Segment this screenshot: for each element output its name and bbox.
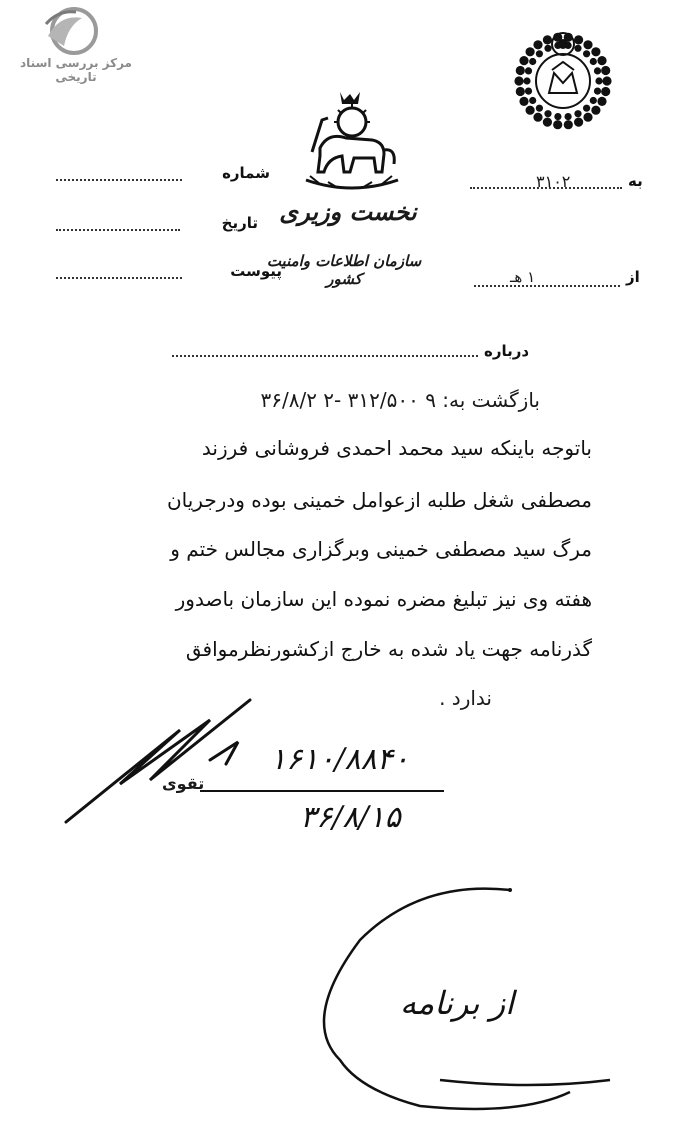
body-line-2: مصطفی شغل طلبه ازعوامل خمینی بوده ودرجریان bbox=[166, 488, 592, 512]
letterhead-organization: سازمان اطلاعات وامنیت کشور bbox=[266, 252, 422, 288]
handwritten-number: ۱۶۱۰/۸۸۴۰ bbox=[270, 742, 410, 777]
seal-bead bbox=[583, 105, 590, 112]
from-label: از bbox=[626, 268, 640, 286]
seal-bead bbox=[594, 67, 601, 74]
seal-bead bbox=[516, 87, 525, 96]
lion-and-sun-emblem-icon bbox=[298, 92, 404, 196]
body-line-6: ندارد . bbox=[439, 686, 492, 710]
seal-bead bbox=[554, 42, 561, 49]
seal-bead bbox=[574, 118, 583, 127]
signature-scribble bbox=[60, 690, 260, 830]
bottom-handwritten-note: از برنامه bbox=[400, 984, 515, 1022]
seal-bead bbox=[553, 120, 562, 129]
to-label: به bbox=[628, 172, 643, 190]
seal-bead bbox=[533, 113, 542, 122]
seal-bead bbox=[597, 56, 606, 65]
seal-bead bbox=[544, 110, 551, 117]
number-label: شماره bbox=[222, 164, 270, 182]
seal-bead bbox=[574, 45, 581, 52]
from-line bbox=[474, 284, 620, 287]
signature-scribble-icon bbox=[60, 690, 260, 830]
seal-bead bbox=[526, 106, 535, 115]
seal-bead bbox=[526, 47, 535, 56]
seal-bead bbox=[519, 56, 528, 65]
from-value: ۱ هـ bbox=[510, 268, 536, 286]
seal-bead bbox=[529, 58, 536, 65]
seal-bead bbox=[525, 67, 532, 74]
to-value: ۳۱۰۲ bbox=[536, 172, 571, 191]
watermark-logo bbox=[38, 6, 100, 56]
seal-bead bbox=[514, 76, 523, 85]
seal-bead bbox=[519, 97, 528, 106]
seal-bead bbox=[601, 87, 610, 96]
signature-name: تقوی bbox=[162, 774, 205, 793]
seal-bead bbox=[554, 113, 561, 120]
reference-line: بازگشت به: ۹ ۳۱۲/۵۰۰ -۲ ۳۶/۸/۲ bbox=[260, 388, 540, 412]
archive-logo-icon bbox=[38, 6, 100, 56]
seal-bead bbox=[602, 76, 611, 85]
subject-label: درباره bbox=[484, 342, 530, 360]
seal-bead bbox=[565, 42, 572, 49]
seal-bead bbox=[601, 66, 610, 75]
seal-bead bbox=[594, 88, 601, 95]
seal-bead bbox=[525, 88, 532, 95]
number-line bbox=[56, 178, 182, 181]
seal-bead bbox=[591, 106, 600, 115]
attachment-label: پیوست bbox=[230, 262, 282, 280]
seal-bead bbox=[516, 66, 525, 75]
letterhead-ministry: نخست وزیری bbox=[279, 198, 417, 226]
seal-bead bbox=[529, 97, 536, 104]
seal-bead bbox=[597, 97, 606, 106]
seal-bead bbox=[583, 113, 592, 122]
date-label: تاریخ bbox=[221, 214, 258, 232]
seal-bead bbox=[595, 77, 602, 84]
body-line-4: هفته وی نیز تبلیغ مضره نموده این سازمان باصدور bbox=[175, 587, 592, 611]
seal-bead bbox=[574, 35, 583, 44]
seal-bead bbox=[544, 45, 551, 52]
seal-bead bbox=[533, 40, 542, 49]
seal bbox=[504, 18, 622, 136]
body-line-5: گذرنامه جهت یاد شده به خارج ازکشورنظرموافق bbox=[185, 637, 592, 661]
lion-and-sun-emblem bbox=[298, 92, 404, 196]
seal-bead bbox=[553, 33, 562, 42]
seal-bead bbox=[590, 58, 597, 65]
seal-bead bbox=[543, 118, 552, 127]
watermark-text: مرکز بررسی اسناد تاریخی bbox=[20, 56, 132, 84]
signature-underline bbox=[200, 790, 444, 792]
seal-bead bbox=[574, 110, 581, 117]
seal-bead bbox=[564, 120, 573, 129]
seal-bead bbox=[564, 33, 573, 42]
body-line-3: مرگ سید مصطفی خمینی وبرگزاری مجالس ختم و bbox=[170, 537, 592, 561]
body-line-1: باتوجه باینکه سید محمد احمدی فروشانی فرزند bbox=[201, 436, 592, 460]
seal-bead bbox=[536, 105, 543, 112]
circular-beaded-seal-icon bbox=[504, 18, 622, 136]
seal-bead bbox=[536, 50, 543, 57]
seal-bead bbox=[583, 40, 592, 49]
handwritten-date: ۳۶/۸/۱۵ bbox=[300, 800, 401, 835]
seal-bead bbox=[583, 50, 590, 57]
seal-bead bbox=[565, 113, 572, 120]
subject-line bbox=[172, 354, 478, 357]
seal-bead bbox=[591, 47, 600, 56]
date-line bbox=[56, 228, 180, 231]
attachment-line bbox=[56, 276, 182, 279]
seal-bead bbox=[590, 97, 597, 104]
seal-bead bbox=[523, 77, 530, 84]
seal-bead bbox=[543, 35, 552, 44]
